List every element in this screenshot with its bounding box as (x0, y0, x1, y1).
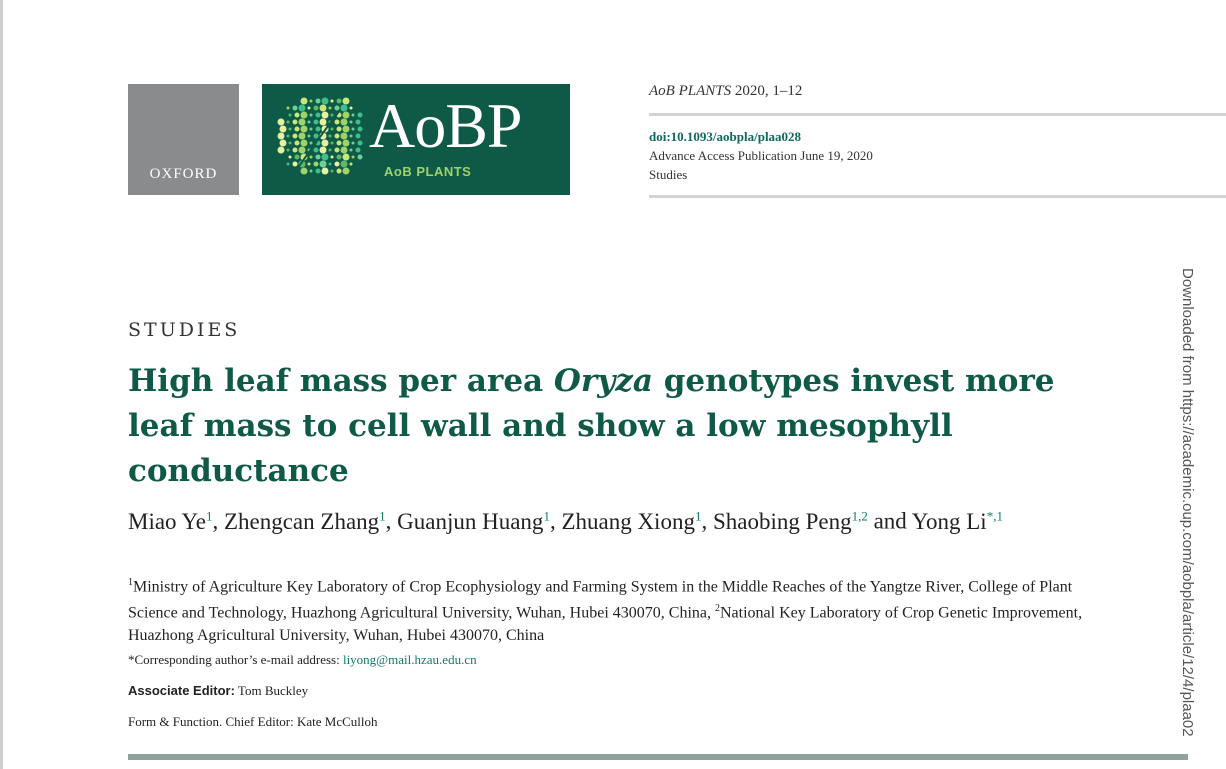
leaf-dot (341, 133, 348, 140)
leaf-dot (331, 100, 334, 103)
title-part-2: genotypes invest more leaf mass to cell wall and show a low mesophyll conductance (128, 363, 1055, 489)
leaf-dot (314, 120, 319, 125)
leaf-dot (301, 140, 308, 147)
oxford-logo (128, 84, 239, 195)
leaf-dot (352, 128, 355, 131)
corresponding-label: *Corresponding author’s e-mail address: (128, 652, 343, 667)
leaf-dot (358, 155, 363, 160)
leaf-dot (289, 114, 292, 117)
leaf-dot (343, 98, 350, 105)
oxford-logo-text: OXFORD (149, 166, 218, 182)
leaf-dot (331, 114, 334, 117)
header-rule-bottom (649, 195, 1226, 198)
leaf-dot (337, 127, 342, 132)
leaf-dot (287, 163, 290, 166)
journal-name: AoB PLANTS (649, 83, 732, 99)
leaf-dot (293, 148, 298, 153)
leaf-dot (301, 168, 308, 175)
leaf-dot (341, 105, 348, 112)
associate-editor (128, 683, 308, 699)
leaf-dots-icon (270, 90, 365, 190)
leaf-dot (301, 126, 308, 133)
associate-editor-name: Tom Buckley (234, 683, 309, 698)
aobp-logo-text: AoBP (369, 90, 522, 161)
leaf-dot (316, 99, 321, 104)
leaf-dot (287, 121, 290, 124)
leaf-dot (287, 107, 290, 110)
leaf-dot (293, 162, 298, 167)
author-affiliation-ref: 1,2 (851, 508, 868, 523)
leaf-dot (322, 112, 329, 119)
leaf-dot (358, 141, 363, 146)
leaf-dot (310, 156, 313, 159)
leaf-dot (329, 107, 332, 110)
article-type: Studies (649, 167, 688, 182)
author-separator: , (701, 508, 713, 534)
leaf-dot (316, 155, 321, 160)
leaf-dot (329, 149, 332, 152)
leaf-dot (316, 113, 321, 118)
leaf-dot (341, 161, 348, 168)
author[interactable] (397, 509, 550, 534)
leaf-dot (350, 163, 353, 166)
leaf-dot (299, 147, 306, 154)
leaf-dot (310, 170, 313, 173)
section-label: STUDIES (128, 319, 241, 341)
leaf-dot (335, 120, 340, 125)
leaf-dot (293, 134, 298, 139)
leaf-dot (310, 100, 313, 103)
leaf-dot (356, 134, 361, 139)
article-title (128, 359, 1068, 494)
corresponding-email-link[interactable]: liyong@mail.hzau.edu.cn (342, 652, 477, 667)
chief-editor-line: Form & Function. Chief Editor: Kate McCulloh (128, 714, 378, 729)
leaf-dot (320, 147, 327, 154)
leaf-dot (337, 155, 342, 160)
leaf-dot (301, 112, 308, 119)
author-name: Miao Ye (128, 508, 206, 534)
leaf-dot (335, 148, 340, 153)
leaf-dot (331, 170, 334, 173)
affiliation-2-marker: 2 (715, 603, 720, 615)
leaf-dot (280, 140, 287, 147)
leaf-dot (352, 142, 355, 145)
leaf-dot (322, 154, 329, 161)
leaf-dot (289, 142, 292, 145)
leaf-dot (322, 168, 329, 175)
leaf-dot (322, 98, 329, 105)
leaf-dot (289, 128, 292, 131)
doi-link[interactable]: doi:10.1093/aobpla/plaa028 (649, 129, 802, 144)
author[interactable] (713, 509, 868, 534)
leaf-dot (299, 119, 306, 126)
leaf-dot (316, 169, 321, 174)
leaf-dot (335, 162, 340, 167)
leaf-dot (350, 149, 353, 152)
leaf-dot (280, 126, 287, 133)
publication-date: Advance Access Publication June 19, 2020 (649, 148, 873, 163)
download-sidebar (1179, 268, 1199, 769)
leaf-dot (308, 121, 311, 124)
leaf-dot (329, 163, 332, 166)
aobp-logo (262, 84, 570, 195)
associate-editor-label: Associate Editor: (128, 683, 235, 698)
author-separator: , (385, 508, 398, 534)
author-separator: and (867, 508, 912, 534)
leaf-dot (287, 135, 290, 138)
affiliation-1: Ministry of Agriculture Key Laboratory of Crop Ecophysiology and Farming System in the Middle Reaches of the Yangtze River, College of Plant Science and Technology, Huazhong Agricultural University, Wuhan, Hubei 430070, China, (128, 578, 1073, 622)
journal-citation (649, 83, 802, 100)
author[interactable] (912, 509, 1003, 534)
leaf-dot (278, 119, 285, 126)
leaf-dot (358, 127, 363, 132)
author-affiliation-ref: 1 (379, 508, 386, 523)
author-separator: , (212, 508, 224, 534)
leaf-dot (356, 148, 361, 153)
leaf-dot (310, 142, 313, 145)
leaf-dot (337, 141, 342, 146)
leaf-dot (335, 134, 340, 139)
author-affiliation-ref: 1 (205, 508, 213, 523)
author-list (128, 500, 1108, 537)
leaf-dot (343, 112, 350, 119)
leaf-dot (299, 105, 306, 112)
leaf-dot (350, 121, 353, 124)
leaf-dot (341, 147, 348, 154)
affiliation-1-marker: 1 (128, 577, 133, 588)
left-page-border (0, 0, 3, 769)
leaf-dot (295, 113, 300, 118)
author-name: Zhuang Xiong (561, 508, 695, 534)
leaf-dot (356, 120, 361, 125)
affiliation-2: National Key Laboratory of Crop Genetic Improvement, Huazhong Agricultural University, Wuhan, Hubei 430070, China (128, 604, 1083, 644)
leaf-dot (350, 107, 353, 110)
leaf-dot (343, 126, 350, 133)
leaf-dot (308, 135, 311, 138)
leaf-dot (331, 156, 334, 159)
author[interactable] (128, 509, 212, 534)
leaf-dot (358, 113, 363, 118)
leaf-dot (310, 128, 313, 131)
leaf-dot (320, 105, 327, 112)
download-source-text: Downloaded from https://academic.oup.com/aobpla/article/12/4/plaa02 (1179, 268, 1196, 737)
leaf-dot (337, 99, 342, 104)
leaf-dot (352, 114, 355, 117)
corresponding-author (128, 652, 477, 668)
leaf-dot (287, 149, 290, 152)
leaf-dot (299, 133, 306, 140)
leaf-dot (343, 140, 350, 147)
leaf-dot (331, 142, 334, 145)
author-name: Zhengcan Zhang (223, 508, 380, 534)
leaf-dot (350, 135, 353, 138)
leaf-dot (295, 155, 300, 160)
leaf-dot (341, 119, 348, 126)
bottom-rule (128, 754, 1188, 760)
leaf-dot (308, 107, 311, 110)
leaf-dot (295, 127, 300, 132)
affiliations (128, 572, 1088, 647)
leaf-dot (331, 128, 334, 131)
author-affiliation-ref: *,1 (986, 508, 1003, 523)
leaf-dot (329, 135, 332, 138)
author[interactable] (224, 509, 386, 534)
leaf-dot (343, 154, 350, 161)
journal-year-pages: 2020, 1–12 (731, 83, 803, 99)
leaf-dot (314, 162, 319, 167)
leaf-dot (337, 169, 342, 174)
leaf-dot (301, 98, 308, 105)
author-affiliation-ref: 1 (543, 508, 550, 523)
author-name: Guanjun Huang (397, 508, 544, 534)
aobp-logo-subtext: AoB PLANTS (384, 164, 472, 179)
leaf-dot (289, 156, 292, 159)
leaf-dot (310, 114, 313, 117)
leaf-dot (293, 106, 298, 111)
author[interactable] (561, 509, 701, 534)
leaf-dot (295, 141, 300, 146)
leaf-dot (278, 147, 285, 154)
title-italic: Oryza (553, 363, 653, 399)
leaf-dot (322, 140, 329, 147)
author-name: Yong Li (911, 508, 987, 534)
title-part-1: High leaf mass per area (128, 363, 554, 399)
leaf-dot (343, 168, 350, 175)
leaf-dot (352, 156, 355, 159)
leaf-dot (278, 133, 285, 140)
leaf-dot (320, 161, 327, 168)
header-rule-top (649, 113, 1226, 116)
leaf-dot (335, 106, 340, 111)
author-affiliation-ref: 1 (694, 508, 702, 523)
leaf-dot (314, 106, 319, 111)
leaf-dot (308, 163, 311, 166)
leaf-dot (293, 120, 298, 125)
leaf-dot (320, 119, 327, 126)
leaf-dot (314, 148, 319, 153)
leaf-dot (314, 134, 319, 139)
author-name: Shaobing Peng (712, 508, 852, 534)
author-separator: , (549, 508, 562, 534)
leaf-dot (316, 127, 321, 132)
